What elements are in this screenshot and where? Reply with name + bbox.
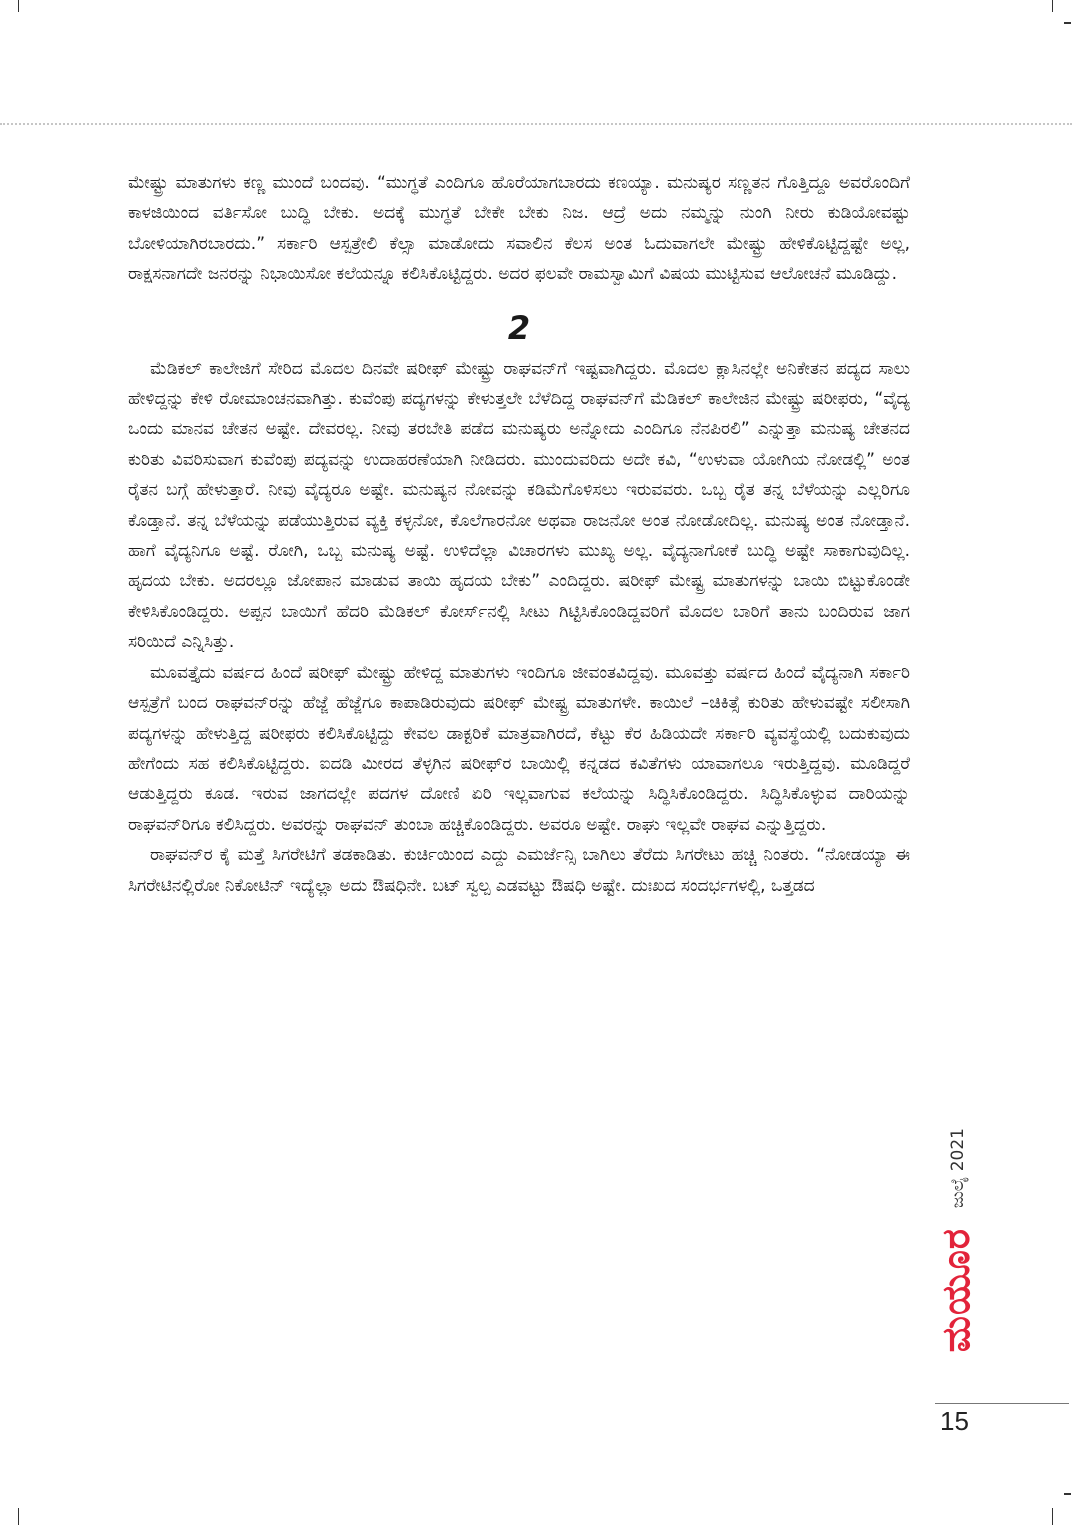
paragraph-intro-1: ಮೇಷ್ಟ್ರು ಮಾತುಗಳು ಕಣ್ಣ ಮುಂದೆ ಬಂದವು. “ಮುಗ್ಧತೆ ಎಂದಿಗೂ ಹೊರೆಯಾಗಬಾರದು ಕಣಯ್ಯಾ. ಮನುಷ್ಯರ ಸಣ್ಣತನ ಗೊತ್ತಿದ್ದೂ ಅವರೊಂದಿಗೆ ಕಾಳಜಿಯಿಂದ ವರ್ತಿಸೋ ಬುದ್ಧಿ ಬೇಕು. ಅದಕ್ಕೆ ಮುಗ್ಧತೆ ಬೇಕೇ ಬೇಕು ನಿಜ. ಆದ್ರೆ ಅದು ನಮ್ಮನ್ನು ನುಂಗಿ ನೀರು ಕುಡಿಯೋವಷ್ಟು ಬೋಳಿಯಾಗಿರಬಾರದು.” ಸರ್ಕಾರಿ ಆಸ್ಪತ್ರೇಲಿ ಕೆಲ್ಸಾ ಮಾಡೋದು ಸವಾಲಿನ ಕೆಲಸ ಅಂತ ಓದುವಾಗಲೇ ಮೇಷ್ಟ್ರು ಹೇಳಿಕೊಟ್ಟಿದ್ದಷ್ಟೇ ಅಲ್ಲ, ರಾಕ್ಷಸನಾಗದೇ ಜನರನ್ನು ನಿಭಾಯಿಸೋ ಕಲೆಯನ್ನೂ ಕಲಿಸಿಕೊಟ್ಟಿದ್ದರು. ಅದರ ಫಲವೇ ರಾಮಸ್ವಾಮಿಗೆ ವಿಷಯ ಮುಟ್ಟಿಸುವ ಆಲೋಚನೆ ಮೂಡಿದ್ದು. [128, 173, 910, 285]
magazine-logo: ಮಯೂರ [934, 1228, 978, 1353]
paragraph-section-3: ರಾಘವನ್‌ರ ಕೈ ಮತ್ತೆ ಸಿಗರೇಟಿಗೆ ತಡಕಾಡಿತು. ಕುರ್ಚಿಯಿಂದ ಎದ್ದು ಎಮರ್ಜೆನ್ಸಿ ಬಾಗಿಲು ತೆರೆದು ಸಿಗರೇಟು ಹಚ್ಚಿ ನಿಂತರು. “ನೋಡಯ್ಯಾ ಈ ಸಿಗರೇಟಿನಲ್ಲಿರೋ ನಿಕೋಟಿನ್ ಇದ್ಯೆಲ್ಲಾ ಅದು ಔಷಧಿನೇ. ಬಟ್ ಸ್ವಲ್ಪ ಎಡವಟ್ಟು ಔಷಧಿ ಅಷ್ಟೇ. ದುಃಖದ ಸಂದರ್ಭಗಳಲ್ಲಿ, ಒತ್ತಡದ [128, 845, 910, 896]
section-number: 2 [507, 308, 531, 347]
crop-mark-top-right [1052, 0, 1053, 12]
page-number-rule [935, 1403, 1069, 1404]
crop-mark-bottom-left [18, 1508, 19, 1525]
page-number: 15 [940, 1406, 969, 1436]
crop-mark-top-left [18, 0, 19, 12]
crop-mark-right-top [1064, 22, 1071, 24]
article-body [128, 168, 910, 901]
crop-mark-right-bottom [1064, 1493, 1071, 1495]
issue-date: ಜುಲೈ 2021 [948, 1128, 968, 1209]
header-dotted-rule [0, 123, 1072, 125]
paragraph-section-2: ಮೂವತ್ತೈದು ವರ್ಷದ ಹಿಂದೆ ಷರೀಫ್ ಮೇಷ್ಟ್ರು ಹೇಳಿದ್ದ ಮಾತುಗಳು ಇಂದಿಗೂ ಜೀವಂತವಿದ್ದವು. ಮೂವತ್ತು ವರ್ಷದ ಹಿಂದೆ ವೈದ್ಯನಾಗಿ ಸರ್ಕಾರಿ ಆಸ್ಪತ್ರೆಗೆ ಬಂದ ರಾಘವನ್‌ರನ್ನು ಹೆಜ್ಜೆ ಹೆಜ್ಜೆಗೂ ಕಾಪಾಡಿರುವುದು ಷರೀಫ್ ಮೇಷ್ಟ್ರ ಮಾತುಗಳೇ. ಕಾಯಿಲೆ –ಚಿಕಿತ್ಸೆ ಕುರಿತು ಹೇಳುವಷ್ಟೇ ಸಲೀಸಾಗಿ ಪದ್ಯಗಳನ್ನು ಹೇಳುತ್ತಿದ್ದ ಷರೀಫರು ಕಲಿಸಿಕೊಟ್ಟಿದ್ದು ಕೇವಲ ಡಾಕ್ಟರಿಕೆ ಮಾತ್ರವಾಗಿರದೆ, ಕೆಟ್ಟು ಕೆರ ಹಿಡಿಯದೇ ಸರ್ಕಾರಿ ವ್ಯವಸ್ಥೆಯಲ್ಲಿ ಬದುಕುವುದು ಹೇಗೆಂದು ಸಹ ಕಲಿಸಿಕೊಟ್ಟಿದ್ದರು. ಐದಡಿ ಮೀರದ ತೆಳ್ಳಗಿನ ಷರೀಫ್‌ರ ಬಾಯಿಲ್ಲಿ ಕನ್ನಡದ ಕವಿತೆಗಳು ಯಾವಾಗಲೂ ಇರುತ್ತಿದ್ದವು. ಮೂಡಿದ್ದರೆ ಆಡುತ್ತಿದ್ದರು ಕೂಡ. ಇರುವ ಜಾಗದಲ್ಲೇ ಪದಗಳ ದೋಣಿ ಏರಿ ಇಲ್ಲವಾಗುವ ಕಲೆಯನ್ನು ಸಿದ್ಧಿಸಿಕೊಂಡಿದ್ದರು. ಸಿದ್ಧಿಸಿಕೊಳ್ಳುವ ದಾರಿಯನ್ನು ರಾಘವನ್‌ರಿಗೂ ಕಲಿಸಿದ್ದರು. ಅವರನ್ನು ರಾಘವನ್ ತುಂಬಾ ಹಚ್ಚಿಕೊಂಡಿದ್ದರು. ಅವರೂ ಅಷ್ಟೇ. ರಾಘು ಇಲ್ಲವೇ ರಾಘವ ಎನ್ನುತ್ತಿದ್ದರು. [128, 662, 910, 835]
paragraph-section-1: ಮೆಡಿಕಲ್ ಕಾಲೇಜಿಗೆ ಸೇರಿದ ಮೊದಲ ದಿನವೇ ಷರೀಫ್ ಮೇಷ್ಟ್ರು ರಾಘವನ್‌ಗೆ ಇಷ್ಟವಾಗಿದ್ದರು. ಮೊದಲ ಕ್ಲಾಸಿನಲ್ಲೇ ಅನಿಕೇತನ ಪದ್ಯದ ಸಾಲು ಹೇಳಿದ್ದನ್ನು ಕೇಳಿ ರೋಮಾಂಚನವಾಗಿತ್ತು. ಕುವೆಂಪು ಪದ್ಯಗಳನ್ನು ಕೇಳುತ್ತಲೇ ಬೆಳೆದಿದ್ದ ರಾಘವನ್‌ಗೆ ಮೆಡಿಕಲ್ ಕಾಲೇಜಿನ ಮೇಷ್ಟ್ರು ಷರೀಫರು, “ವೈದ್ಯ ಒಂದು ಮಾನವ ಚೇತನ ಅಷ್ಟೇ. ದೇವರಲ್ಲ. ನೀವು ತರಬೇತಿ ಪಡೆದ ಮನುಷ್ಯರು ಅನ್ನೋದು ಎಂದಿಗೂ ನೆನಪಿರಲಿ” ಎನ್ನುತ್ತಾ ಮನುಷ್ಯ ಚೇತನದ ಕುರಿತು ವಿವರಿಸುವಾಗ ಕುವೆಂಪು ಪದ್ಯವನ್ನು ಉದಾಹರಣೆಯಾಗಿ ನೀಡಿದರು. ಮುಂದುವರಿದು ಅದೇ ಕವಿ, “ಉಳುವಾ ಯೋಗಿಯ ನೋಡಲ್ಲಿ” ಅಂತ ರೈತನ ಬಗ್ಗೆ ಹೇಳುತ್ತಾರೆ. ನೀವು ವೈದ್ಯರೂ ಅಷ್ಟೇ. ಮನುಷ್ಯನ ನೋವನ್ನು ಕಡಿಮೆಗೊಳಿಸಲು ಇರುವವರು. ಒಬ್ಬ ರೈತ ತನ್ನ ಬೆಳೆಯನ್ನು ಎಲ್ಲರಿಗೂ ಕೊಡ್ತಾನೆ. ತನ್ನ ಬೆಳೆಯನ್ನು ಪಡೆಯುತ್ತಿರುವ ವ್ಯಕ್ತಿ ಕಳ್ಳನೋ, ಕೊಲೆಗಾರನೋ ಅಥವಾ ರಾಜನೋ ಅಂತ ನೋಡೋದಿಲ್ಲ. ಮನುಷ್ಯ ಅಂತ ನೋಡ್ತಾನೆ. ಹಾಗೆ ವೈದ್ಯನಿಗೂ ಅಷ್ಟೆ. ರೋಗಿ, ಒಬ್ಬ ಮನುಷ್ಯ ಅಷ್ಟೆ. ಉಳಿದೆಲ್ಲಾ ವಿಚಾರಗಳು ಮುಖ್ಯ ಅಲ್ಲ. ವೈದ್ಯನಾಗೋಕೆ ಬುದ್ಧಿ ಅಷ್ಟೇ ಸಾಕಾಗುವುದಿಲ್ಲ. ಹೃದಯ ಬೇಕು. ಅದರಲ್ಲೂ ಜೋಪಾನ ಮಾಡುವ ತಾಯಿ ಹೃದಯ ಬೇಕು” ಎಂದಿದ್ದರು. ಷರೀಫ್ ಮೇಷ್ಟ್ರ ಮಾತುಗಳನ್ನು ಬಾಯಿ ಬಿಟ್ಟುಕೊಂಡೇ ಕೇಳಿಸಿಕೊಂಡಿದ್ದರು. ಅಪ್ಪನ ಬಾಯಿಗೆ ಹೆದರಿ ಮೆಡಿಕಲ್ ಕೋರ್ಸ್‌ನಲ್ಲಿ ಸೀಟು ಗಿಟ್ಟಿಸಿಕೊಂಡಿದ್ದವರಿಗೆ ಮೊದಲ ಬಾರಿಗೆ ತಾನು ಬಂದಿರುವ ಜಾಗ ಸರಿಯಿದೆ ಎನ್ನಿಸಿತ್ತು. [128, 358, 910, 653]
crop-mark-bottom-right [1052, 1508, 1053, 1525]
